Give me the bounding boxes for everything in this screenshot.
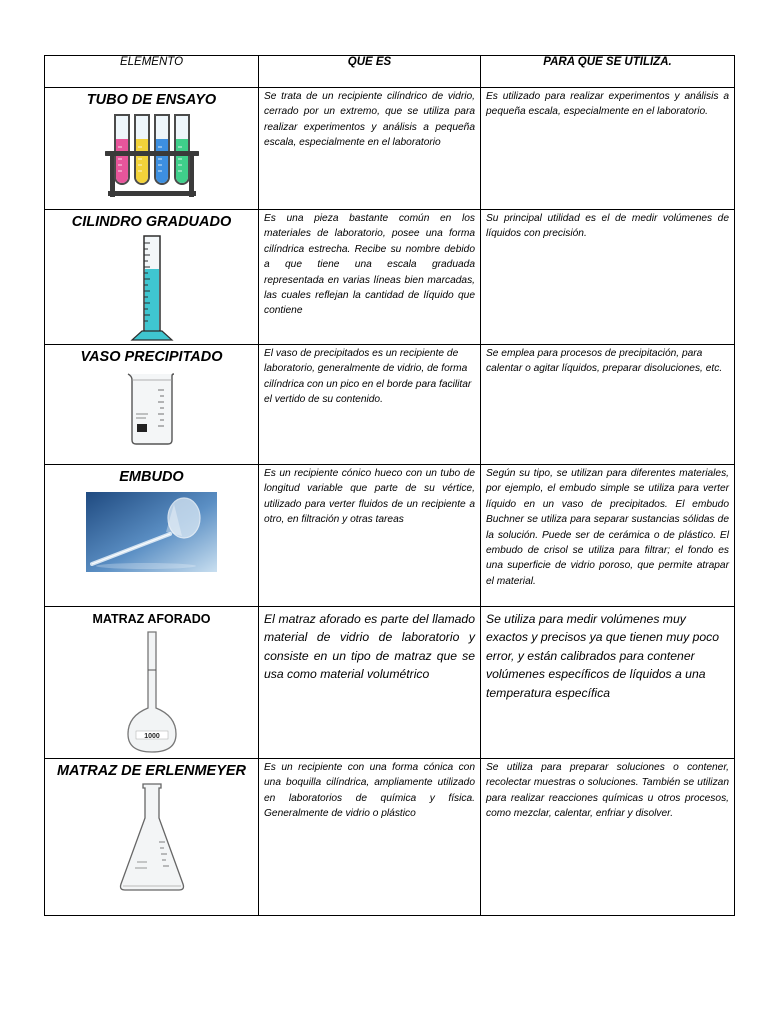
table-row — [45, 345, 735, 465]
volumetric-flask-icon — [122, 630, 182, 756]
element-name: MATRAZ DE ERLENMEYER — [56, 763, 247, 779]
header-elemento: ELEMENTO — [45, 56, 259, 88]
graduated-cylinder-icon — [122, 233, 182, 343]
table-row — [45, 759, 735, 916]
erlenmeyer-flask-icon — [117, 782, 187, 894]
element-name: EMBUDO — [119, 469, 184, 485]
que-es-cell — [259, 607, 481, 759]
para-que-cell — [481, 759, 735, 916]
para-que-cell — [481, 88, 735, 210]
header-que-es: QUE ES — [259, 56, 481, 88]
que-es-cell — [259, 210, 481, 345]
header-row — [45, 56, 735, 88]
element-name: TUBO DE ENSAYO — [86, 92, 217, 108]
element-cell — [45, 759, 259, 916]
para-que-text: Su principal utilidad es el de medir volúmenes de líquidos con precisión. — [486, 213, 729, 240]
table-row — [45, 465, 735, 607]
para-que-cell — [481, 607, 735, 759]
element-name: MATRAZ AFORADO — [92, 612, 211, 626]
para-que-text: Según su tipo, se utilizan para diferentes materiales, por ejemplo, el embudo simple se utiliza para verter líquido en un vaso de precipitados. El embudo Buchner se utiliza para separar sustancias sólidas de la solución. Puede ser de cerámica o de plástico. El embudo de crisol se utiliza para filtrar; el fondo es una superficie de vidrio poroso, que permite atrapar el material. — [486, 468, 729, 587]
test-tubes-icon — [102, 111, 202, 197]
para-que-text: Es utilizado para realizar experimentos y análisis a pequeña escala, especialmente en el laboratorio. — [486, 91, 729, 118]
para-que-text: Se emplea para procesos de precipitación, para calentar o agitar líquidos, preparar disoluciones, etc. — [486, 348, 723, 375]
funnel-icon — [86, 492, 217, 572]
table-row — [45, 607, 735, 759]
que-es-text: Es una pieza bastante común en los materiales de laboratorio, posee una forma cilíndrica estrecha. Recibe su nombre debido a que tiene una escala graduada representada en varias líneas bien marcadas, las cuales reflejan la cantidad de líquido que contiene — [264, 213, 475, 317]
que-es-text: El vaso de precipitados es un recipiente de laboratorio, generalmente de vidrio, de forma cilíndrica con un pico en el borde para facilitar el vertido de su contenido. — [264, 348, 472, 406]
que-es-text: Es un recipiente cónico hueco con un tubo de longitud variable que parte de su vértice, utilizado para verter fluidos de un recipiente a otro, en filtración y otras tareas — [264, 468, 475, 526]
element-cell — [45, 345, 259, 465]
flask-label: 1000 — [143, 733, 160, 740]
element-cell — [45, 210, 259, 345]
beaker-icon — [122, 368, 182, 448]
que-es-cell — [259, 759, 481, 916]
que-es-text: Es un recipiente con una forma cónica con una boquilla cilíndrica, ampliamente utilizado en laboratorios de química y física. Generalmente de vidrio o plástico — [264, 762, 475, 820]
element-cell — [45, 607, 259, 759]
element-cell — [45, 88, 259, 210]
element-name: VASO PRECIPITADO — [80, 349, 223, 365]
para-que-text: Se utiliza para preparar soluciones o contener, recolectar muestras o soluciones. También se utilizan para realizar reacciones químicas u otros procesos, como mezclar, calentar, enfriar y disolver. — [486, 762, 729, 820]
lab-materials-table — [44, 55, 735, 916]
para-que-text: Se utiliza para medir volúmenes muy exactos y precisos ya que tienen muy poco error, y están calibrados para contener volúmenes específicos de líquidos a una temperatura específica — [486, 612, 720, 700]
table-row — [45, 88, 735, 210]
para-que-cell — [481, 345, 735, 465]
que-es-text: Se trata de un recipiente cilíndrico de vidrio, cerrado por un extremo, que se utiliza para realizar experimentos y análisis a pequeña escala, especialmente en el laboratorio — [264, 91, 475, 149]
header-para-que: PARA QUE SE UTILIZA. — [481, 56, 735, 88]
que-es-cell — [259, 465, 481, 607]
que-es-cell — [259, 345, 481, 465]
table-row — [45, 210, 735, 345]
que-es-cell — [259, 88, 481, 210]
element-cell — [45, 465, 259, 607]
para-que-cell — [481, 210, 735, 345]
para-que-cell — [481, 465, 735, 607]
que-es-text: El matraz aforado es parte del llamado material de vidrio de laboratorio y consiste en un tipo de matraz que se usa como material volumétrico — [264, 612, 475, 682]
element-name: CILINDRO GRADUADO — [71, 214, 232, 230]
